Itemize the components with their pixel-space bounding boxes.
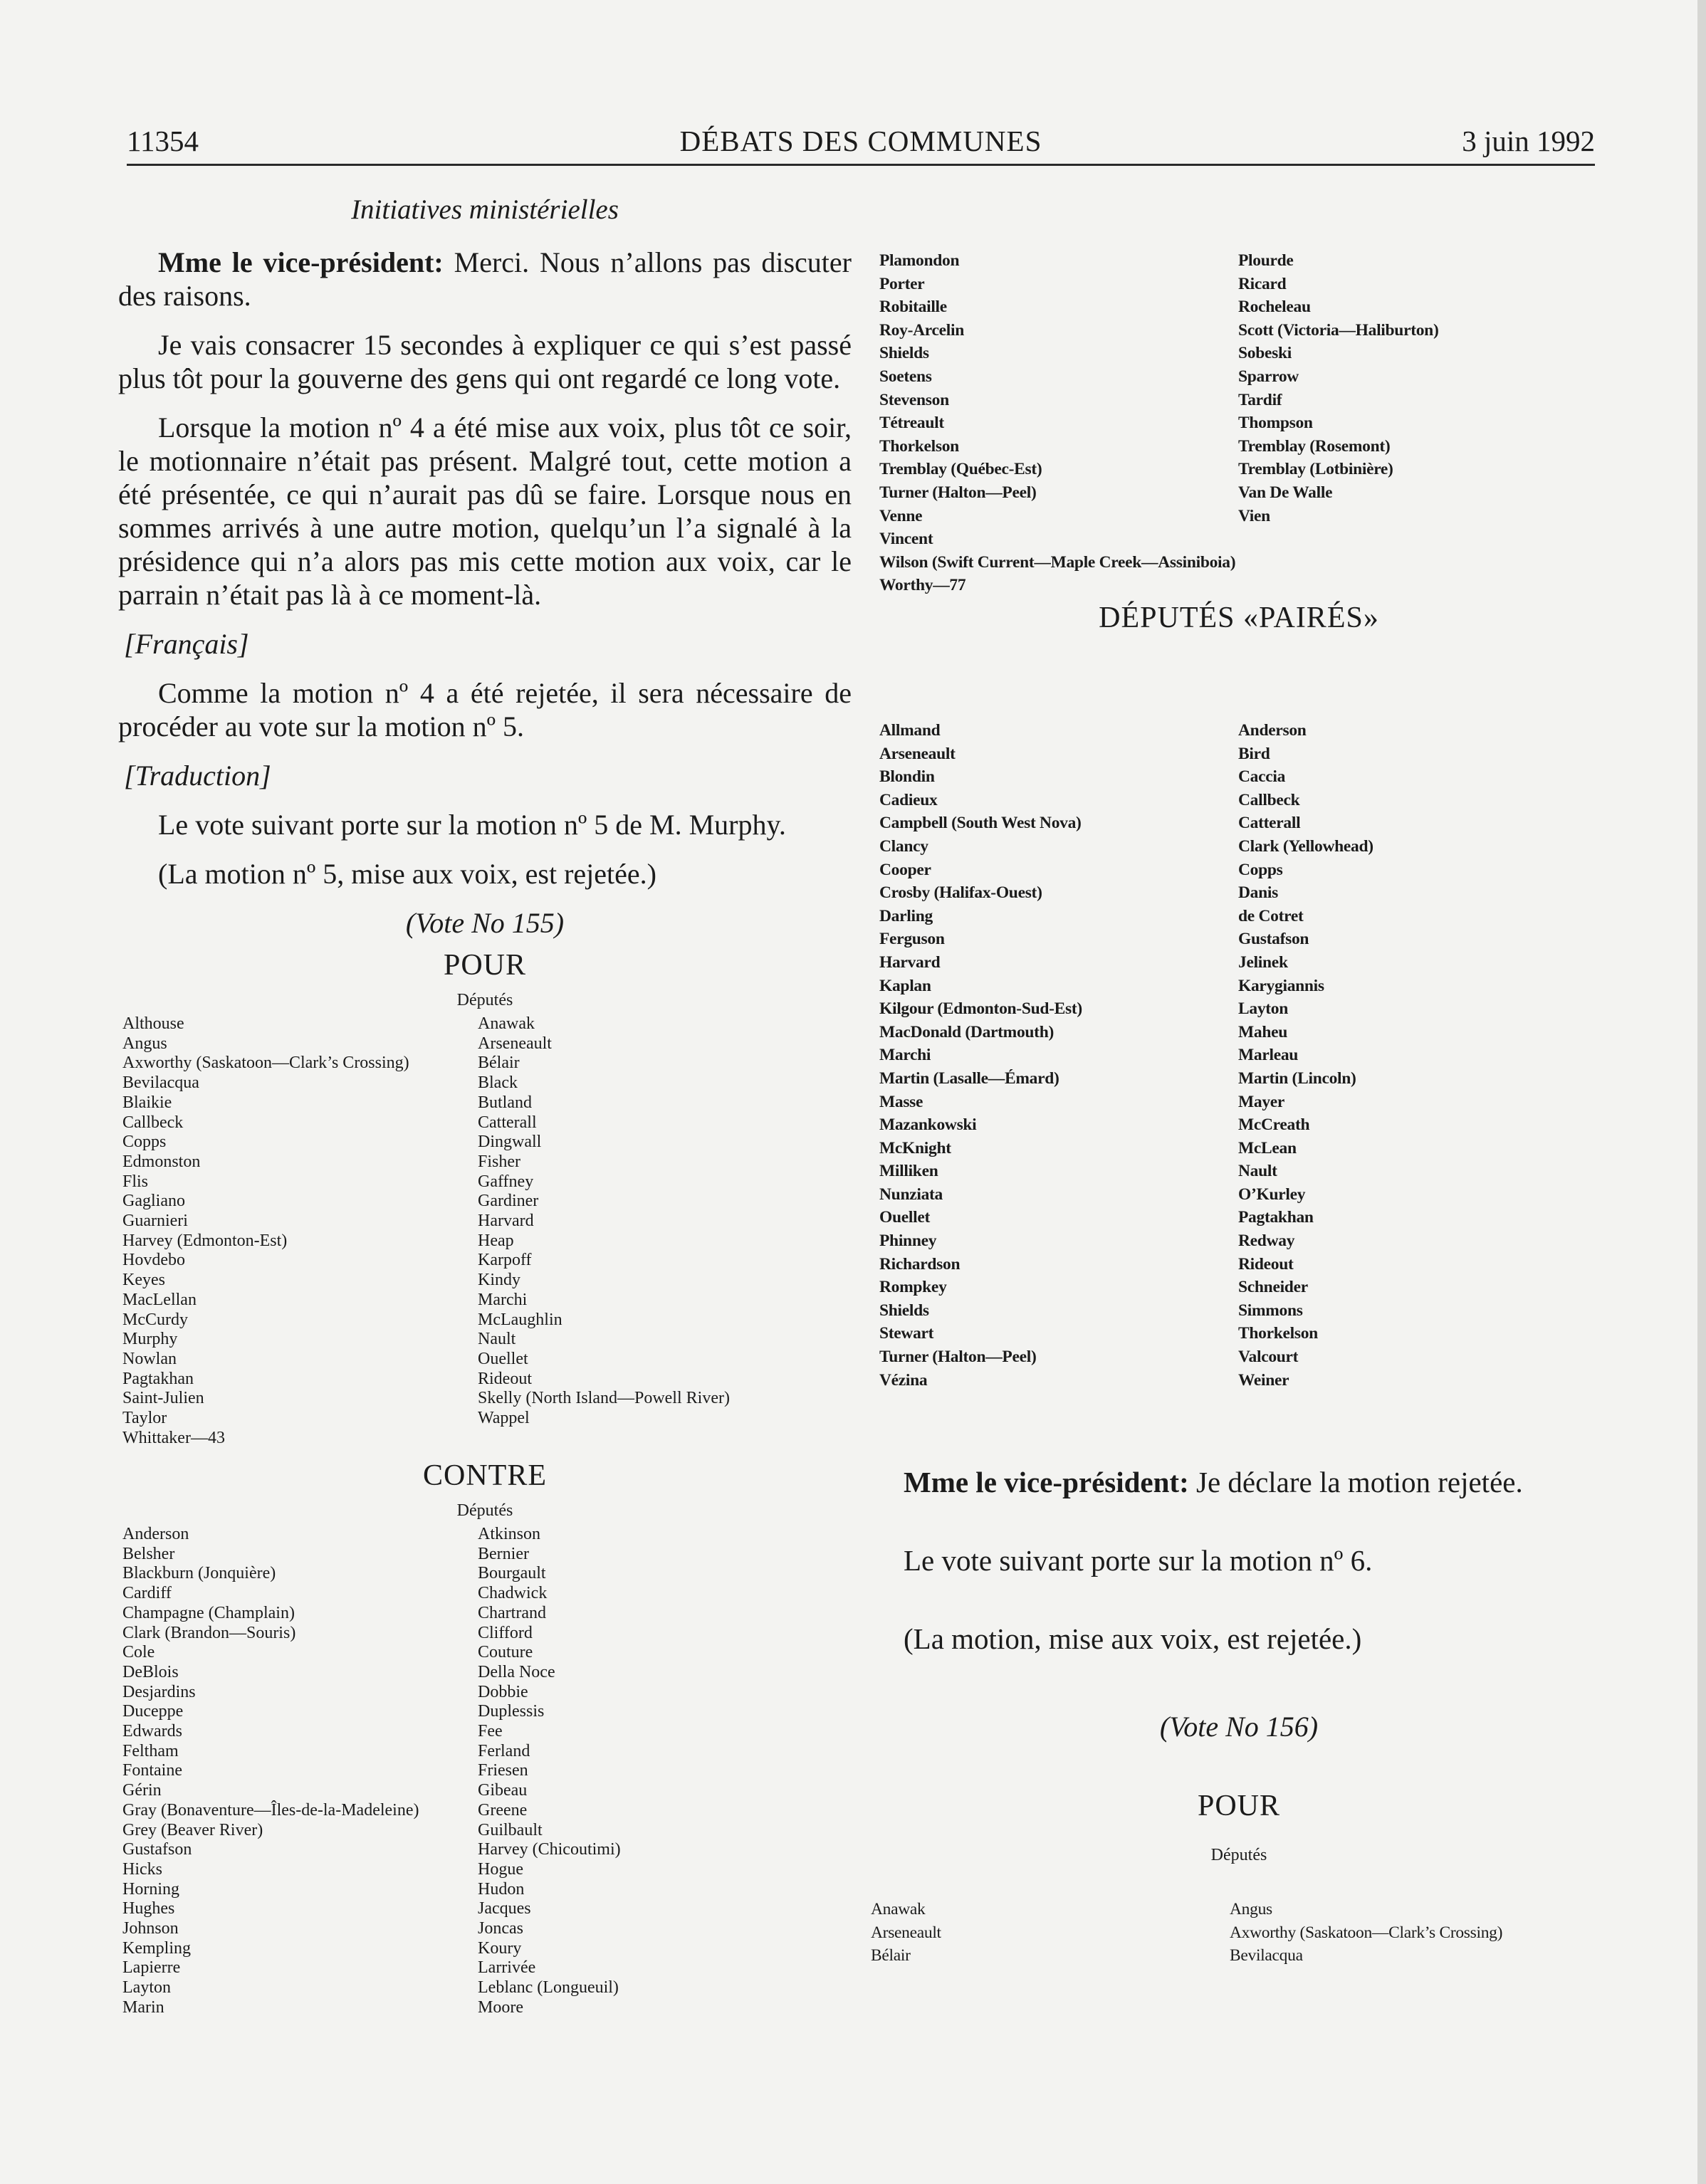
- deputy-name: Larrivée: [478, 1958, 536, 1978]
- deputy-name: Anderson: [1238, 721, 1307, 740]
- deputy-name: Gaffney: [478, 1172, 534, 1191]
- deputy-name: Caccia: [1238, 767, 1286, 787]
- deputy-name: Ricard: [1238, 274, 1287, 293]
- deputy-name: Angus: [122, 1034, 167, 1053]
- deputy-name: Gagliano: [122, 1192, 185, 1211]
- deputy-name: Copps: [1238, 860, 1283, 879]
- deputy-name: Wappel: [478, 1409, 530, 1428]
- deputy-name: Schneider: [1238, 1278, 1308, 1297]
- deputy-name: Leblanc (Longueuil): [478, 1978, 619, 1997]
- deputy-name: Taylor: [122, 1409, 167, 1428]
- deputy-name: McKnight: [879, 1138, 951, 1157]
- deputy-name: Dingwall: [478, 1133, 542, 1152]
- deputy-name: Edmonston: [122, 1152, 201, 1171]
- name-column: [122, 1525, 419, 2018]
- deputy-name: Shields: [879, 344, 929, 363]
- deputy-name: Arseneault: [478, 1034, 552, 1053]
- deputy-name: Murphy: [122, 1330, 178, 1349]
- deputy-name: Couture: [478, 1643, 533, 1662]
- language-tag: [Français]: [124, 628, 249, 660]
- deputy-name: Dobbie: [478, 1682, 528, 1701]
- deputy-name: Karygiannis: [1238, 976, 1324, 995]
- name-column: [871, 1898, 941, 1968]
- deputy-name: Belsher: [122, 1544, 175, 1563]
- name-column: [122, 1014, 409, 1448]
- deputy-name: Duceppe: [122, 1702, 184, 1721]
- deputy-name: Anawak: [478, 1014, 535, 1033]
- vote-number: (Vote No 156): [1159, 1711, 1319, 1743]
- paragraph-speaker: [118, 246, 852, 313]
- deputy-name: Layton: [122, 1978, 171, 1997]
- deputy-name: Rocheleau: [1238, 298, 1311, 317]
- deputy-name: Roy-Arcelin: [879, 320, 964, 340]
- pour-heading: POUR: [443, 949, 527, 982]
- pour-name-list: [118, 1014, 852, 1450]
- deputy-name: Althouse: [122, 1014, 184, 1033]
- deputy-name: Nunziata: [879, 1185, 943, 1204]
- deputy-name: Sobeski: [1238, 344, 1292, 363]
- deputy-name: Cardiff: [122, 1584, 172, 1603]
- contre-continued-list: [872, 249, 1606, 601]
- deputy-name: Danis: [1238, 883, 1278, 903]
- deputy-name: Wilson (Swift Current—Maple Creek—Assiniboia): [879, 552, 1236, 572]
- deputy-name: Bird: [1238, 744, 1270, 763]
- deputy-name: Moore: [478, 1997, 523, 2017]
- deputy-name: Clark (Yellowhead): [1238, 836, 1373, 856]
- deputy-name: Lapierre: [122, 1958, 181, 1978]
- deputy-name: McCreath: [1238, 1115, 1310, 1135]
- deputy-name: Harvard: [478, 1212, 534, 1231]
- deputy-name: MacDonald (Dartmouth): [879, 1022, 1054, 1041]
- deputy-name: Ferguson: [879, 930, 945, 949]
- deputy-name: Harvey (Edmonton-Est): [122, 1231, 288, 1250]
- deputy-name: Catterall: [478, 1113, 537, 1132]
- deputy-name: McCurdy: [122, 1310, 188, 1329]
- deputy-name: Marin: [122, 1997, 164, 2017]
- deputy-name: Chadwick: [478, 1584, 548, 1603]
- deputy-name: Axworthy (Saskatoon—Clark’s Crossing): [1230, 1923, 1503, 1942]
- page-date: 3 juin 1992: [1462, 125, 1595, 157]
- paragraph: Le vote suivant porte sur la motion nº 5 de M. Murphy.: [158, 809, 786, 841]
- deputy-name: Callbeck: [1238, 790, 1300, 809]
- deputy-name: Shields: [879, 1301, 929, 1320]
- deputy-name: McLean: [1238, 1138, 1297, 1157]
- deputy-name: Keyes: [122, 1271, 165, 1290]
- pour-heading: POUR: [1197, 1790, 1281, 1822]
- deputy-name: Bernier: [478, 1544, 529, 1563]
- deputy-name: Karpoff: [478, 1251, 532, 1270]
- deputy-name: Tardif: [1238, 390, 1282, 409]
- deputes-label: Députés: [1210, 1846, 1267, 1864]
- deputy-name: Greene: [478, 1800, 528, 1820]
- deputy-name: Saint-Julien: [122, 1389, 204, 1408]
- contre-name-list: [118, 1525, 852, 2023]
- vote-number: (Vote No 155): [405, 907, 565, 939]
- deputy-name: Soetens: [879, 367, 932, 386]
- deputy-name: Clark (Brandon—Souris): [122, 1623, 296, 1642]
- deputy-name: Johnson: [122, 1919, 179, 1938]
- deputy-name: Maheu: [1238, 1022, 1288, 1041]
- deputy-name: Gardiner: [478, 1192, 539, 1211]
- deputy-name: Blaikie: [122, 1093, 172, 1112]
- deputy-name: Porter: [879, 274, 925, 293]
- deputy-name: Vézina: [879, 1370, 928, 1390]
- deputy-name: Flis: [122, 1172, 149, 1191]
- deputy-name: Arseneault: [871, 1923, 941, 1942]
- language-tag: [Traduction]: [124, 760, 271, 792]
- deputy-name: Milliken: [879, 1162, 938, 1181]
- deputy-name: Tremblay (Québec-Est): [879, 460, 1042, 479]
- deputy-name: Nowlan: [122, 1349, 177, 1368]
- deputy-name: Fee: [478, 1722, 503, 1741]
- deputy-name: Champagne (Champlain): [122, 1603, 295, 1622]
- deputy-name: Kilgour (Edmonton-Sud-Est): [879, 999, 1082, 1019]
- deputy-name: Weiner: [1238, 1370, 1289, 1390]
- deputy-name: Blackburn (Jonquière): [122, 1564, 276, 1583]
- deputy-name: Rompkey: [879, 1278, 947, 1297]
- deputy-name: Campbell (South West Nova): [879, 814, 1082, 833]
- deputy-name: Sparrow: [1238, 367, 1299, 386]
- page-edge: [1697, 0, 1706, 2184]
- deputy-name: Worthy—77: [879, 576, 966, 595]
- deputy-name: Tremblay (Rosemont): [1238, 436, 1391, 456]
- deputy-name: Marchi: [478, 1290, 528, 1309]
- deputy-name: Arseneault: [879, 744, 956, 763]
- deputy-name: Pagtakhan: [1238, 1208, 1314, 1227]
- deputy-name: Cadieux: [879, 790, 938, 809]
- deputy-name: Butland: [478, 1093, 532, 1112]
- deputy-name: Van De Walle: [1238, 483, 1333, 502]
- deputy-name: Cooper: [879, 860, 931, 879]
- deputy-name: Fisher: [478, 1152, 520, 1171]
- deputy-name: Martin (Lincoln): [1238, 1069, 1356, 1088]
- left-column: [118, 194, 852, 2023]
- name-column: [1230, 1898, 1502, 1968]
- paragraph: Le vote suivant porte sur la motion nº 6.: [904, 1544, 1373, 1577]
- deputy-name: Bevilacqua: [1230, 1946, 1303, 1965]
- paragraph: (La motion, mise aux voix, est rejetée.): [904, 1622, 1362, 1655]
- deputy-name: Ouellet: [879, 1208, 930, 1227]
- deputy-name: Crosby (Halifax-Ouest): [879, 883, 1042, 903]
- speaker-text: Je déclare la motion rejetée.: [1188, 1466, 1523, 1498]
- deputy-name: Gibeau: [478, 1781, 528, 1800]
- deputy-name: Horning: [122, 1879, 179, 1899]
- paragraph-speaker: [904, 1465, 1606, 1499]
- deputy-name: Della Noce: [478, 1662, 555, 1681]
- deputy-name: Guilbault: [478, 1820, 543, 1839]
- deputy-name: Blondin: [879, 767, 935, 787]
- deputy-name: Joncas: [478, 1919, 523, 1938]
- speaker-name: Mme le vice-président:: [158, 246, 444, 278]
- publication-title: DÉBATS DES COMMUNES: [679, 125, 1042, 157]
- deputy-name: Valcourt: [1238, 1348, 1299, 1367]
- deputy-name: Hughes: [122, 1899, 175, 1918]
- deputy-name: Atkinson: [478, 1525, 541, 1543]
- deputy-name: Marchi: [879, 1046, 931, 1065]
- deputy-name: Kempling: [122, 1938, 191, 1958]
- speaker-name: Mme le vice-président:: [904, 1466, 1189, 1498]
- deputy-name: Friesen: [478, 1761, 528, 1780]
- deputy-name: Duplessis: [478, 1702, 545, 1721]
- deputes-label: Députés: [456, 1501, 513, 1520]
- paragraph: Lorsque la motion nº 4 a été mise aux voix, plus tôt ce soir, le motionnaire n’était pas présent. Malgré tout, cette motion a été présentée, ce qui n’aurait pas dû se faire. Lorsque nous en sommes arrivés à une autre motion, quelqu’un l’a signalé à la présidence qui n’a alors pas mis cette motion aux voix, car le parrain n’était pas là à ce moment-là.: [118, 411, 852, 611]
- name-column: [879, 249, 1235, 597]
- deputy-name: Redway: [1238, 1232, 1295, 1251]
- deputy-name: Rideout: [1238, 1254, 1294, 1274]
- deputy-name: Angus: [1230, 1900, 1272, 1918]
- deputy-name: O’Kurley: [1238, 1185, 1306, 1204]
- paragraph: (La motion nº 5, mise aux voix, est rejetée.): [158, 858, 656, 890]
- deputy-name: Clifford: [478, 1623, 533, 1642]
- deputy-name: Ouellet: [478, 1349, 528, 1368]
- deputy-name: Bélair: [478, 1054, 520, 1073]
- deputy-name: Skelly (North Island—Powell River): [478, 1389, 730, 1408]
- deputy-name: Scott (Victoria—Haliburton): [1238, 320, 1439, 340]
- deputy-name: Hogue: [478, 1859, 523, 1879]
- deputy-name: Nault: [1238, 1162, 1277, 1181]
- deputy-name: Fontaine: [122, 1761, 182, 1780]
- deputy-name: Gérin: [122, 1781, 162, 1800]
- deputy-name: Ferland: [478, 1741, 530, 1760]
- deputy-name: Simmons: [1238, 1301, 1303, 1320]
- deputy-name: Plamondon: [879, 251, 960, 270]
- deputy-name: Pagtakhan: [122, 1369, 194, 1388]
- deputy-name: Jacques: [478, 1899, 531, 1918]
- deputy-name: Desjardins: [122, 1682, 196, 1701]
- deputy-name: Gustafson: [122, 1840, 192, 1859]
- deputy-name: Chartrand: [478, 1603, 546, 1622]
- name-column: [879, 719, 1082, 1392]
- deputy-name: Black: [478, 1073, 518, 1093]
- deputy-name: Robitaille: [879, 298, 947, 317]
- deputy-name: Thorkelson: [1238, 1324, 1318, 1343]
- deputy-name: Kindy: [478, 1271, 520, 1290]
- deputy-name: Martin (Lasalle—Émard): [879, 1069, 1059, 1088]
- name-column: [478, 1525, 621, 2018]
- deputy-name: Gray (Bonaventure—Îles-de-la-Madeleine): [122, 1800, 419, 1820]
- deputy-name: MacLellan: [122, 1290, 197, 1309]
- deputy-name: Cole: [122, 1643, 155, 1662]
- deputy-name: Jelinek: [1238, 952, 1288, 972]
- deputy-name: Stevenson: [879, 390, 949, 409]
- deputy-name: Anderson: [122, 1525, 189, 1543]
- deputy-name: Guarnieri: [122, 1212, 188, 1231]
- deputy-name: Koury: [478, 1938, 522, 1958]
- page-header: [127, 120, 1595, 166]
- deputy-name: Callbeck: [122, 1113, 184, 1132]
- deputy-name: Allmand: [879, 721, 941, 740]
- paragraph: Comme la motion nº 4 a été rejetée, il sera nécessaire de procéder au vote sur la motion nº 5.: [118, 677, 852, 742]
- paires-heading: DÉPUTÉS «PAIRÉS»: [1099, 602, 1379, 634]
- deputy-name: Feltham: [122, 1741, 179, 1760]
- deputy-name: Bélair: [871, 1946, 911, 1965]
- deputy-name: Mayer: [1238, 1092, 1285, 1111]
- deputy-name: Rideout: [478, 1369, 532, 1388]
- deputy-name: Heap: [478, 1231, 514, 1250]
- deputy-name: Mazankowski: [879, 1115, 977, 1135]
- deputy-name: Hudon: [478, 1879, 525, 1899]
- deputy-name: Harvey (Chicoutimi): [478, 1840, 621, 1859]
- name-column: [1238, 719, 1373, 1392]
- deputy-name: Vincent: [879, 530, 933, 549]
- deputy-name: Plourde: [1238, 251, 1294, 270]
- deputy-name: Anawak: [871, 1900, 926, 1918]
- pour-name-list: [872, 1898, 1606, 1976]
- deputy-name: Bevilacqua: [122, 1073, 199, 1093]
- deputy-name: Marleau: [1238, 1046, 1299, 1065]
- deputy-name: Whittaker—43: [122, 1428, 225, 1447]
- deputy-name: Kaplan: [879, 976, 931, 995]
- name-column: [1238, 249, 1438, 527]
- deputy-name: Thorkelson: [879, 436, 959, 456]
- deputy-name: Tétreault: [879, 414, 944, 433]
- deputy-name: Grey (Beaver River): [122, 1820, 263, 1839]
- deputy-name: Layton: [1238, 999, 1289, 1019]
- contre-heading: CONTRE: [423, 1459, 547, 1492]
- deputy-name: Stewart: [879, 1324, 934, 1343]
- deputy-name: de Cotret: [1238, 906, 1304, 925]
- paires-name-list: [872, 719, 1606, 1427]
- section-label: Initiatives ministérielles: [351, 194, 619, 225]
- deputy-name: Vien: [1238, 506, 1270, 525]
- deputy-name: Catterall: [1238, 814, 1301, 833]
- deputy-name: Hicks: [122, 1859, 162, 1879]
- deputy-name: Copps: [122, 1133, 167, 1152]
- deputy-name: Axworthy (Saskatoon—Clark’s Crossing): [122, 1054, 409, 1073]
- deputy-name: Clancy: [879, 836, 928, 856]
- paragraph: Je vais consacrer 15 secondes à expliquer ce qui s’est passé plus tôt pour la gouverne des gens qui ont regardé ce long vote.: [118, 329, 852, 394]
- name-column: [478, 1014, 730, 1429]
- page-number: 11354: [127, 125, 199, 157]
- deputy-name: Venne: [879, 506, 923, 525]
- speaker-text: Merci. Nous n’allons pas discuter des raisons.: [118, 246, 852, 312]
- deputy-name: Phinney: [879, 1232, 937, 1251]
- deputes-label: Députés: [456, 991, 513, 1009]
- deputy-name: Nault: [478, 1330, 516, 1349]
- deputy-name: McLaughlin: [478, 1310, 562, 1329]
- deputy-name: Hovdebo: [122, 1251, 185, 1270]
- deputy-name: Richardson: [879, 1254, 961, 1274]
- deputy-name: Darling: [879, 906, 933, 925]
- deputy-name: Edwards: [122, 1722, 182, 1741]
- deputy-name: Masse: [879, 1092, 923, 1111]
- deputy-name: DeBlois: [122, 1662, 179, 1681]
- deputy-name: Gustafson: [1238, 930, 1309, 949]
- deputy-name: Tremblay (Lotbinière): [1238, 460, 1393, 479]
- right-column: [872, 249, 1606, 1976]
- deputy-name: Thompson: [1238, 414, 1313, 433]
- deputy-name: Harvard: [879, 952, 941, 972]
- deputy-name: Bourgault: [478, 1564, 546, 1583]
- deputy-name: Turner (Halton—Peel): [879, 1348, 1037, 1367]
- deputy-name: Turner (Halton—Peel): [879, 483, 1037, 502]
